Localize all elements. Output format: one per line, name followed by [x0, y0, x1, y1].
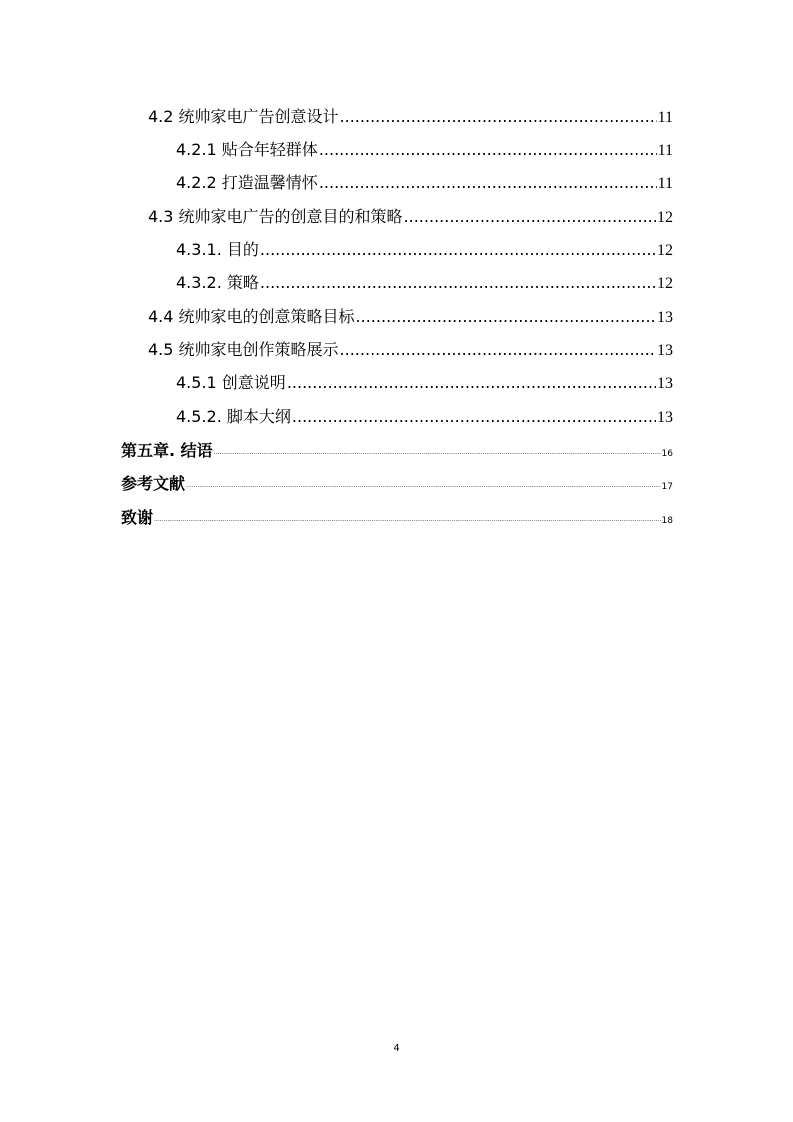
- toc-entry-label: 4.5 统帅家电创作策略展示: [148, 340, 339, 359]
- toc-leader-dots: [340, 340, 656, 359]
- toc-entry-label: 4.4 统帅家电的创意策略目标: [148, 307, 355, 326]
- toc-entry-4-5-2[interactable]: [176, 404, 673, 428]
- toc-entry-4-3-1[interactable]: [176, 237, 673, 261]
- toc-entry-4-3-2[interactable]: [176, 270, 673, 294]
- page-number: 4: [393, 1043, 400, 1054]
- toc-entry-label: 4.3.2. 策略: [176, 273, 259, 292]
- toc-entry-page: 17: [661, 482, 673, 492]
- toc-leader-dots: [404, 207, 656, 226]
- toc-leader-dots: [154, 516, 661, 523]
- toc-entry-label: 4.5.2. 脚本大纲: [176, 407, 291, 426]
- toc-entry-page: 13: [657, 342, 673, 359]
- toc-entry-label: 4.3 统帅家电广告的创意目的和策略: [148, 207, 403, 226]
- toc-entry-page: 11: [657, 175, 673, 192]
- toc-entry-chapter-5[interactable]: [121, 438, 673, 462]
- toc-entry-page: 13: [657, 409, 673, 426]
- toc-entry-acknowledgements[interactable]: [121, 505, 673, 529]
- toc-leader-dots: [186, 482, 661, 489]
- toc-entry-label: 4.5.1 创意说明: [176, 373, 286, 392]
- toc-entry-label: 致谢: [121, 508, 154, 527]
- toc-entry-references[interactable]: [121, 471, 673, 495]
- toc-entry-page: 13: [657, 375, 673, 392]
- toc-entry-4-2-1[interactable]: [176, 137, 673, 161]
- toc-entry-label: 第五章. 结语: [121, 441, 213, 460]
- toc-entry-4-2-2[interactable]: [176, 170, 673, 194]
- toc-leader-dots: [292, 407, 656, 426]
- toc-entry-label: 4.2 统帅家电广告创意设计: [148, 107, 339, 126]
- toc-entry-4-5[interactable]: [148, 337, 673, 361]
- toc-entry-4-3[interactable]: [148, 204, 673, 228]
- toc-leader-dots: [287, 373, 656, 392]
- toc-entry-label: 4.2.1 贴合年轻群体: [176, 140, 318, 159]
- toc-entry-label: 4.3.1. 目的: [176, 240, 259, 259]
- toc-leader-dots: [260, 240, 656, 259]
- toc-leader-dots: [260, 273, 656, 292]
- toc-leader-dots: [356, 307, 656, 326]
- toc-leader-dots: [319, 173, 657, 192]
- toc-entry-label: 4.2.2 打造温馨情怀: [176, 173, 318, 192]
- toc-entry-page: 18: [661, 516, 673, 526]
- toc-entry-page: 12: [657, 275, 673, 292]
- toc-entry-page: 13: [657, 309, 673, 326]
- toc-entry-page: 12: [657, 209, 673, 226]
- toc-leader-dots: [319, 140, 657, 159]
- toc-entry-4-5-1[interactable]: [176, 370, 673, 394]
- toc-entry-page: 16: [661, 449, 673, 459]
- toc-leader-dots: [340, 107, 657, 126]
- toc-leader-dots: [214, 449, 661, 456]
- toc-entry-4-2[interactable]: [148, 104, 673, 128]
- toc-entry-page: 11: [657, 142, 673, 159]
- toc-entry-page: 11: [657, 109, 673, 126]
- toc-entry-page: 12: [657, 242, 673, 259]
- toc-entry-4-4[interactable]: [148, 304, 673, 328]
- toc-entry-label: 参考文献: [121, 474, 186, 493]
